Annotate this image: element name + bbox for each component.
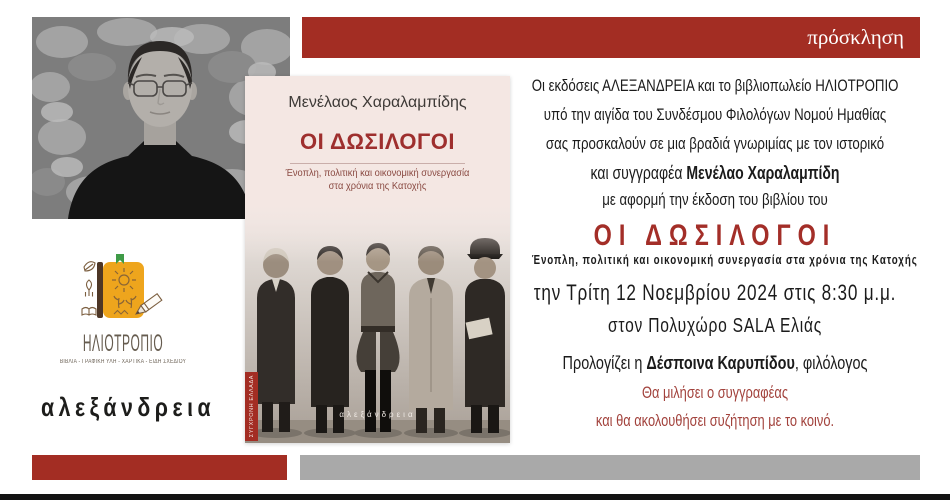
prologue-prefix: Προλογίζει η — [562, 352, 647, 373]
series-name: ΣΥΓΧΡΟΝΗ ΕΛΛΑΔΑ — [248, 375, 255, 438]
closing-line-2: και θα ακολουθήσει συζήτηση με το κοινό. — [595, 412, 835, 430]
venue-line: στον Πολυχώρο SALA Ελιάς — [607, 315, 823, 337]
alexandria-wordmark: αλεξάνδρεια — [41, 392, 216, 422]
author-name: Μενέλαο Χαραλαμπίδη — [686, 163, 840, 183]
datetime-line: την Τρίτη 12 Νοεμβρίου 2024 στις 8:30 μ.μ. — [533, 280, 897, 305]
book-subtitle: Ένοπλη, πολιτική και οικονομική συνεργασία στα χρόνια της Κατοχής — [531, 253, 918, 267]
plant-icon — [87, 280, 92, 290]
cover-subtitle: Ένοπλη, πολιτική και οικονομική συνεργασία στα χρόνια της Κατοχής — [285, 168, 470, 192]
author-line-prefix: και συγγραφέα — [590, 163, 687, 183]
heliotropio-tagline: ΒΙΒΛΙΑ - ΓΡΑΦΙΚΗ ΥΛΗ - ΧΑΡΤΙΚΑ - ΕΙΔΗ ΣΧΕΔΙΟΥ — [59, 359, 187, 365]
intro-line-1: Οι εκδόσεις ΑΛΕΞΑΝΔΡΕΙΑ και το βιβλιοπωλείο ΗΛΙΟΤΡΟΠΙΟ — [531, 76, 899, 95]
closing-line-1: Θα μιλήσει ο συγγραφέας — [641, 384, 789, 402]
occasion-line: με αφορμή την έκδοση του βιβλίου του — [602, 190, 828, 209]
invitation-label: πρόσκληση — [807, 25, 904, 49]
gray-accent-bar — [300, 455, 920, 480]
book-spine — [97, 262, 103, 318]
sunflower-book-icon — [81, 252, 165, 326]
heliotropio-name: ΗΛΙΟΤΡΟΠΙΟ — [82, 330, 164, 357]
bottom-black-strip — [0, 494, 950, 500]
prologue-line — [532, 351, 899, 375]
heliotropio-logo — [23, 252, 223, 365]
event-details — [531, 70, 918, 439]
book-cover — [245, 76, 510, 443]
series-spine-label — [245, 372, 258, 441]
doodle-icons — [82, 262, 96, 315]
cover-divider — [290, 163, 465, 164]
cover-photo — [245, 202, 510, 443]
prologue-suffix: , φιλόλογος — [794, 352, 868, 373]
invitation-banner — [302, 17, 920, 58]
cover-author-name: Μενέλαος Χαραλαμπίδης — [288, 94, 467, 111]
red-accent-bar — [32, 455, 287, 480]
intro-line-2: υπό την αιγίδα του Συνδέσμου Φιλολόγων Νομού Ημαθίας — [543, 105, 887, 124]
prologue-speaker-name: Δέσποινα Καρυπίδου — [646, 352, 795, 373]
book-title: ΟΙ ΔΩΣΙΛΟΓΟΙ — [593, 219, 837, 252]
cover-title: ΟΙ ΔΩΣΙΛΟΓΟΙ — [300, 129, 455, 154]
author-line — [532, 162, 899, 184]
intro-line-3: σας προσκαλούν σε μια βραδιά γνωριμίας με τον ιστορικό — [545, 134, 885, 153]
cover-publisher: αλεξάνδρεια — [339, 410, 416, 419]
